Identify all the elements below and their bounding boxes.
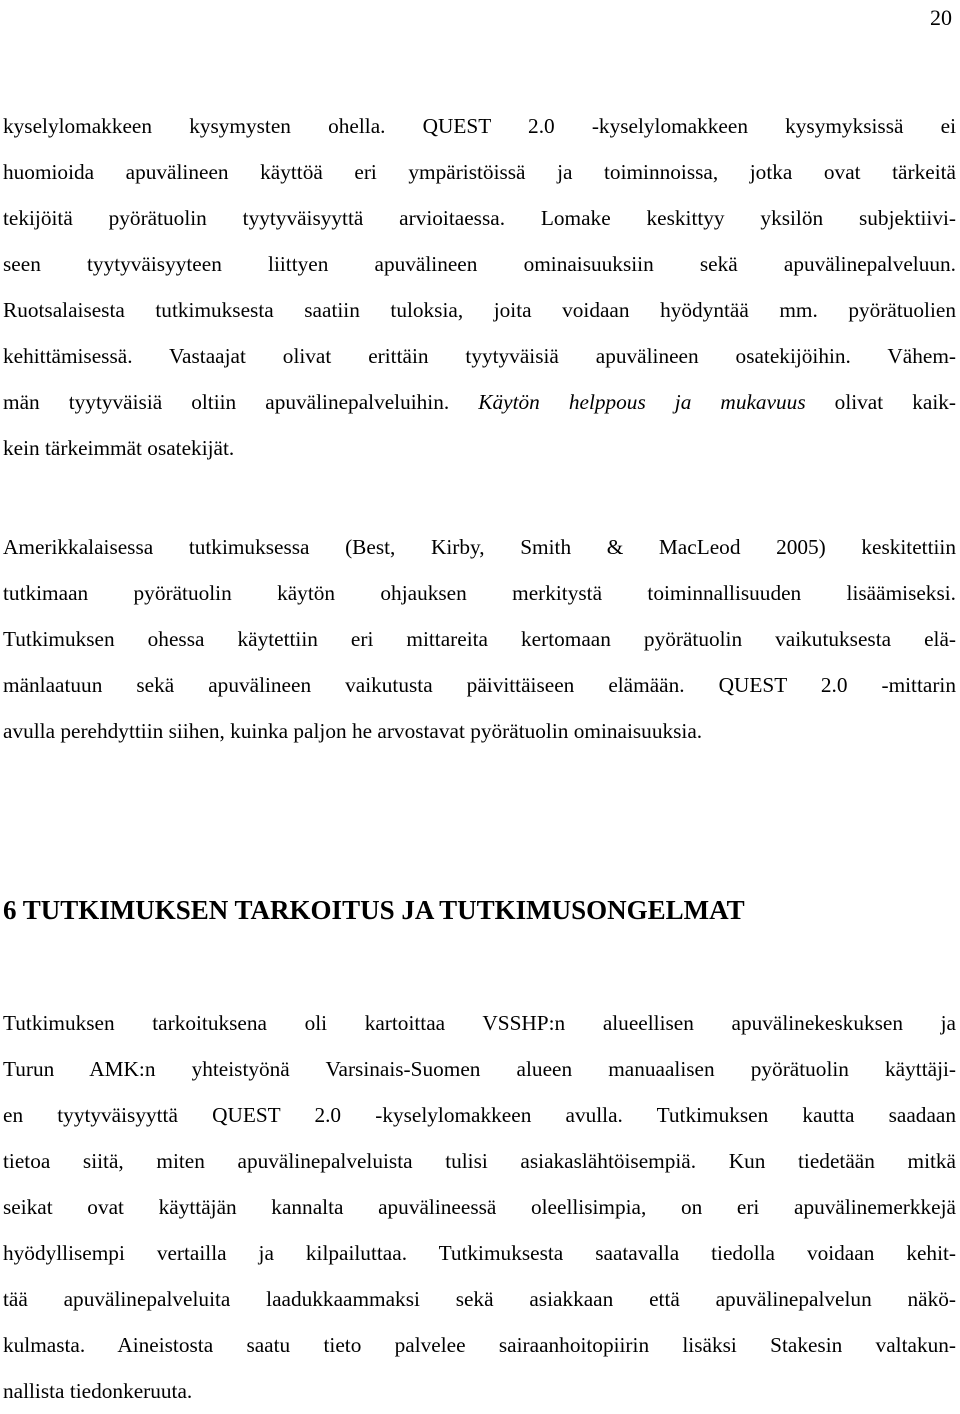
text-line: Ruotsalaisesta tutkimuksesta saatiin tuloksia, joita voidaan hyödyntää mm. pyörätuolien <box>3 298 956 322</box>
text-line: hyödyllisempi vertailla ja kilpailuttaa. Tutkimuksesta saatavalla tiedolla voidaan kehit- <box>3 1241 956 1265</box>
text-line: avulla perehdyttiin siihen, kuinka paljon he arvostavat pyörätuolin ominaisuuksia. <box>3 719 703 743</box>
text-line: Tutkimuksen tarkoituksena oli kartoittaa VSSHP:n alueellisen apuvälinekeskuksen ja <box>3 1011 956 1035</box>
text-line: Turun AMK:n yhteistyönä Varsinais-Suomen alueen manuaalisen pyörätuolin käyttäji- <box>3 1057 956 1081</box>
paragraph-american-study <box>3 524 956 754</box>
text-line: kehittämisessä. Vastaajat olivat erittäin tyytyväisiä apuvälineen osatekijöihin. Vähem- <box>3 344 956 368</box>
text-line: seikat ovat käyttäjän kannalta apuvälineessä oleellisimpia, on eri apuvälinemerkkejä <box>3 1195 956 1219</box>
text-line: kulmasta. Aineistosta saatu tieto palvelee sairaanhoitopiirin lisäksi Stakesin valtakun- <box>3 1333 956 1357</box>
text-line: seen tyytyväisyyteen liittyen apuvälineen ominaisuuksiin sekä apuvälinepalveluun. <box>3 252 956 276</box>
text-line: tää apuvälinepalveluita laadukkaammaksi sekä asiakkaan että apuvälinepalvelun näkö- <box>3 1287 956 1311</box>
text-line: kein tärkeimmät osatekijät. <box>3 436 235 460</box>
section-heading: 6 TUTKIMUKSEN TARKOITUS JA TUTKIMUSONGELMAT <box>3 895 745 925</box>
text-line: tutkimaan pyörätuolin käytön ohjauksen merkitystä toiminnallisuuden lisäämiseksi. <box>3 581 956 605</box>
text-line-with-emphasis <box>3 379 956 425</box>
text-line: Amerikkalaisessa tutkimuksessa (Best, Kirby, Smith & MacLeod 2005) keskitettiin <box>3 535 956 559</box>
paragraph-research-purpose <box>3 1000 956 1414</box>
text-line: huomioida apuvälineen käyttöä eri ympäristöissä ja toiminnoissa, jotka ovat tärkeitä <box>3 160 956 184</box>
text-segment: olivat kaik- <box>805 390 956 414</box>
paragraph-quest-limitations <box>3 103 956 471</box>
text-segment: män tyytyväisiä oltiin apuvälinepalveluihin. <box>3 390 479 414</box>
emphasized-text: Käytön helppous ja mukavuus <box>478 390 806 414</box>
page-number: 20 <box>930 5 952 30</box>
text-line: kyselylomakkeen kysymysten ohella. QUEST 2.0 -kyselylomakkeen kysymyksissä ei <box>3 114 956 138</box>
text-line: tekijöitä pyörätuolin tyytyväisyyttä arvioitaessa. Lomake keskittyy yksilön subjektiivi- <box>3 206 956 230</box>
text-line: Tutkimuksen ohessa käytettiin eri mittareita kertomaan pyörätuolin vaikutuksesta elä- <box>3 627 956 651</box>
text-line: mänlaatuun sekä apuvälineen vaikutusta päivittäiseen elämään. QUEST 2.0 -mittarin <box>3 673 956 697</box>
text-line: nallista tiedonkeruuta. <box>3 1379 193 1403</box>
text-line: tietoa siitä, miten apuvälinepalveluista tulisi asiakaslähtöisempiä. Kun tiedetään mitkä <box>3 1149 956 1173</box>
text-line: en tyytyväisyyttä QUEST 2.0 -kyselylomakkeen avulla. Tutkimuksen kautta saadaan <box>3 1103 956 1127</box>
